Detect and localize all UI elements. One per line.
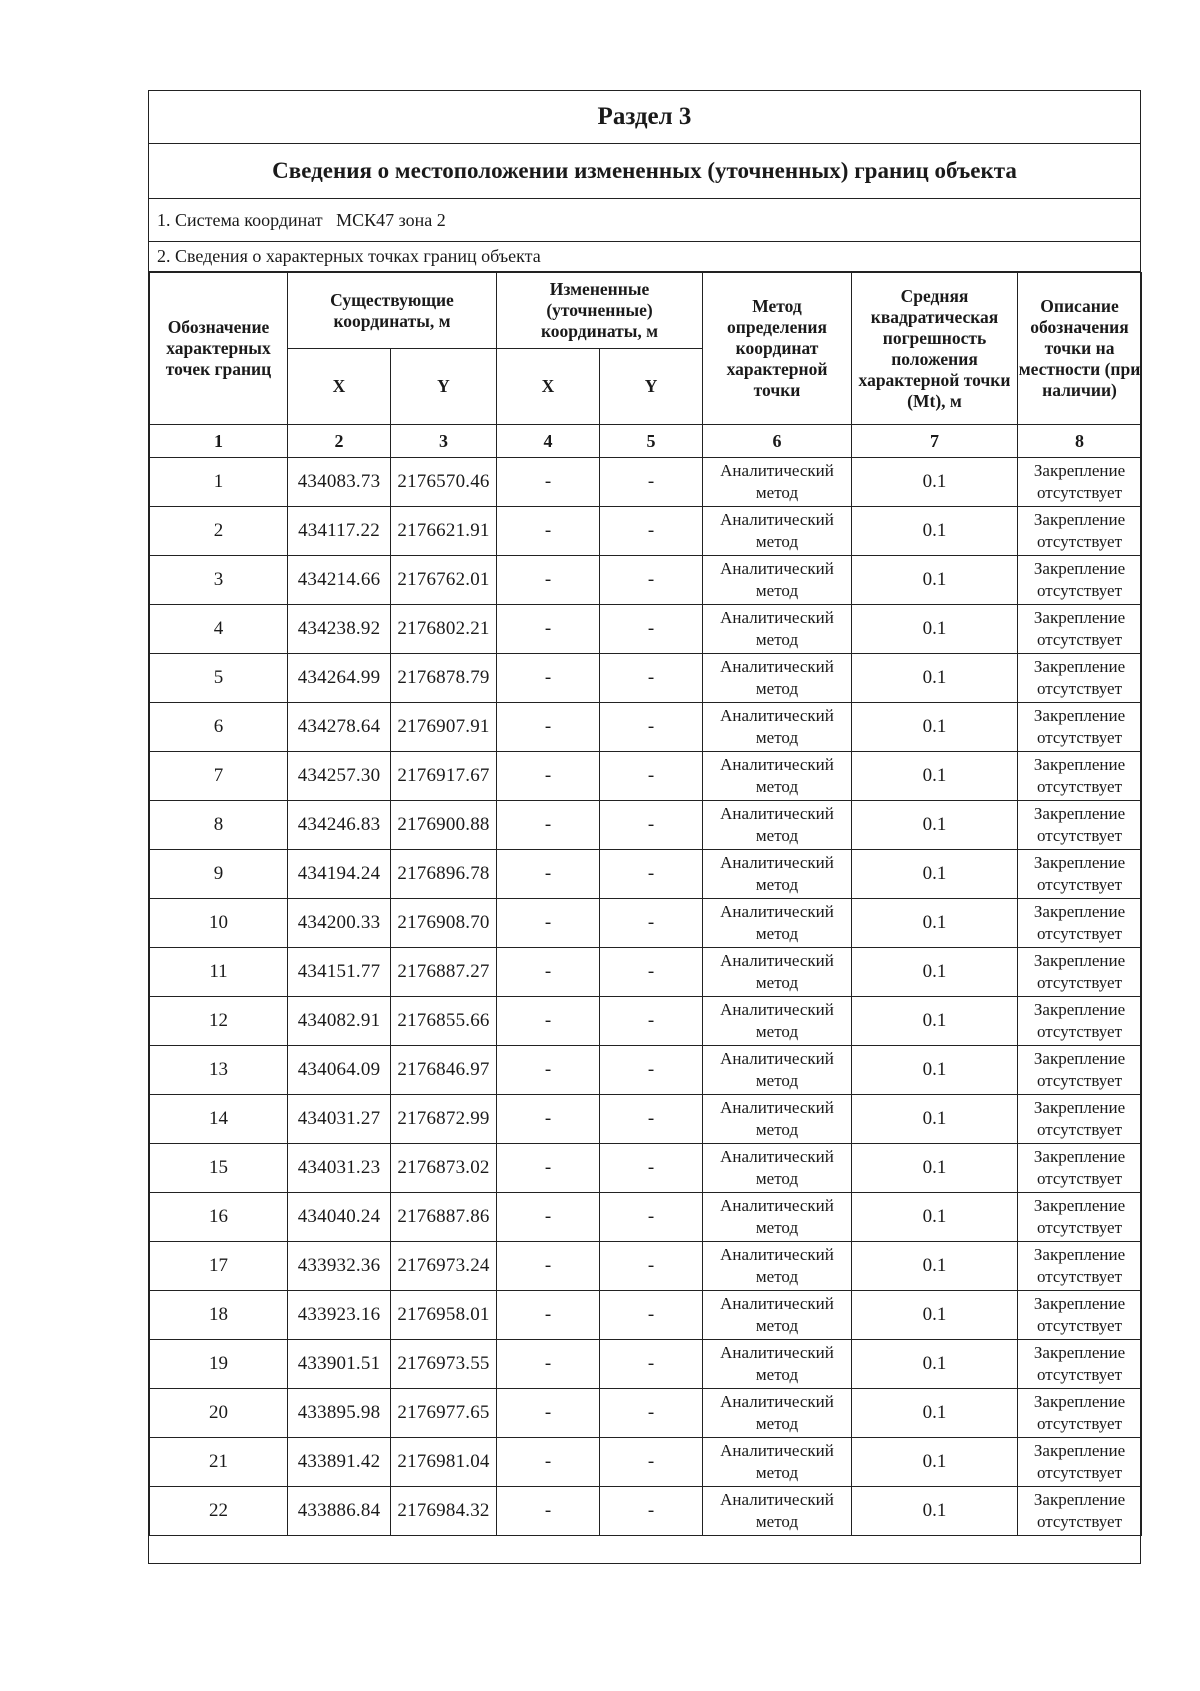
header-error: Средняя квадратическая погрешность положения характерной точки (Mt), м: [852, 273, 1018, 425]
existing-x: 433932.36: [288, 1242, 391, 1291]
method-cell: Аналитический метод: [703, 654, 852, 703]
existing-x: 434083.73: [288, 458, 391, 507]
description-cell: Закрепление отсутствует: [1018, 703, 1142, 752]
method-cell: Аналитический метод: [703, 1144, 852, 1193]
description-cell: Закрепление отсутствует: [1018, 605, 1142, 654]
column-number: 7: [852, 425, 1018, 458]
existing-y: 2176621.91: [391, 507, 497, 556]
error-cell: 0.1: [852, 899, 1018, 948]
point-number: 8: [150, 801, 288, 850]
column-number: 5: [600, 425, 703, 458]
existing-x: 434151.77: [288, 948, 391, 997]
point-number: 17: [150, 1242, 288, 1291]
header-existing-y: Y: [391, 349, 497, 425]
point-number: 9: [150, 850, 288, 899]
column-number: 2: [288, 425, 391, 458]
column-number: 3: [391, 425, 497, 458]
error-cell: 0.1: [852, 605, 1018, 654]
existing-y: 2176984.32: [391, 1487, 497, 1536]
existing-x: 434257.30: [288, 752, 391, 801]
existing-y: 2176846.97: [391, 1046, 497, 1095]
description-cell: Закрепление отсутствует: [1018, 507, 1142, 556]
changed-y: -: [600, 1340, 703, 1389]
table-row: [150, 1193, 1142, 1242]
changed-x: -: [497, 752, 600, 801]
changed-y: -: [600, 948, 703, 997]
changed-y: -: [600, 997, 703, 1046]
method-cell: Аналитический метод: [703, 850, 852, 899]
point-number: 14: [150, 1095, 288, 1144]
existing-x: 434117.22: [288, 507, 391, 556]
coordinate-system-line: [149, 199, 1140, 242]
header-designation: Обозначение характерных точек границ: [150, 273, 288, 425]
description-cell: Закрепление отсутствует: [1018, 556, 1142, 605]
changed-y: -: [600, 801, 703, 850]
changed-x: -: [497, 1438, 600, 1487]
changed-y: -: [600, 1389, 703, 1438]
error-cell: 0.1: [852, 997, 1018, 1046]
coordinate-system-label: 1. Система координат: [157, 210, 323, 230]
description-cell: Закрепление отсутствует: [1018, 1487, 1142, 1536]
method-cell: Аналитический метод: [703, 605, 852, 654]
existing-y: 2176917.67: [391, 752, 497, 801]
point-number: 15: [150, 1144, 288, 1193]
existing-x: 433891.42: [288, 1438, 391, 1487]
error-cell: 0.1: [852, 1389, 1018, 1438]
existing-y: 2176570.46: [391, 458, 497, 507]
error-cell: 0.1: [852, 1438, 1018, 1487]
point-number: 22: [150, 1487, 288, 1536]
error-cell: 0.1: [852, 1193, 1018, 1242]
existing-x: 434200.33: [288, 899, 391, 948]
coordinate-system-value: МСК47 зона 2: [336, 210, 446, 230]
description-cell: Закрепление отсутствует: [1018, 1242, 1142, 1291]
point-number: 5: [150, 654, 288, 703]
changed-x: -: [497, 654, 600, 703]
existing-x: 434031.23: [288, 1144, 391, 1193]
existing-x: 434238.92: [288, 605, 391, 654]
table-row: [150, 1487, 1142, 1536]
existing-y: 2176878.79: [391, 654, 497, 703]
changed-x: -: [497, 507, 600, 556]
changed-y: -: [600, 654, 703, 703]
existing-y: 2176872.99: [391, 1095, 497, 1144]
changed-y: -: [600, 1144, 703, 1193]
column-number: 8: [1018, 425, 1142, 458]
changed-y: -: [600, 1291, 703, 1340]
section-subtitle: Сведения о местоположении измененных (уточненных) границ объекта: [149, 144, 1140, 199]
method-cell: Аналитический метод: [703, 458, 852, 507]
point-number: 10: [150, 899, 288, 948]
description-cell: Закрепление отсутствует: [1018, 1144, 1142, 1193]
method-cell: Аналитический метод: [703, 1438, 852, 1487]
table-row: [150, 850, 1142, 899]
section-title: Раздел 3: [149, 91, 1140, 144]
method-cell: Аналитический метод: [703, 1291, 852, 1340]
existing-x: 433895.98: [288, 1389, 391, 1438]
changed-x: -: [497, 1242, 600, 1291]
table-row: [150, 1046, 1142, 1095]
header-existing-coords: Существующие координаты, м: [288, 273, 497, 349]
table-row: [150, 1095, 1142, 1144]
changed-x: -: [497, 948, 600, 997]
changed-y: -: [600, 1438, 703, 1487]
description-cell: Закрепление отсутствует: [1018, 458, 1142, 507]
error-cell: 0.1: [852, 1291, 1018, 1340]
header-changed-x: X: [497, 349, 600, 425]
method-cell: Аналитический метод: [703, 1242, 852, 1291]
existing-y: 2176887.27: [391, 948, 497, 997]
description-cell: Закрепление отсутствует: [1018, 1193, 1142, 1242]
column-numbers-row: [150, 425, 1142, 458]
changed-y: -: [600, 752, 703, 801]
changed-x: -: [497, 1340, 600, 1389]
description-cell: Закрепление отсутствует: [1018, 899, 1142, 948]
table-row: [150, 997, 1142, 1046]
existing-x: 433923.16: [288, 1291, 391, 1340]
error-cell: 0.1: [852, 458, 1018, 507]
existing-x: 434264.99: [288, 654, 391, 703]
changed-y: -: [600, 458, 703, 507]
header-description: Описание обозначения точки на местности (при наличии): [1018, 273, 1142, 425]
column-number: 4: [497, 425, 600, 458]
error-cell: 0.1: [852, 801, 1018, 850]
column-number: 1: [150, 425, 288, 458]
changed-y: -: [600, 1046, 703, 1095]
method-cell: Аналитический метод: [703, 1487, 852, 1536]
changed-x: -: [497, 850, 600, 899]
table-row: [150, 556, 1142, 605]
table-row: [150, 654, 1142, 703]
point-number: 12: [150, 997, 288, 1046]
point-number: 13: [150, 1046, 288, 1095]
error-cell: 0.1: [852, 1487, 1018, 1536]
existing-x: 433901.51: [288, 1340, 391, 1389]
method-cell: Аналитический метод: [703, 801, 852, 850]
existing-y: 2176973.24: [391, 1242, 497, 1291]
existing-y: 2176900.88: [391, 801, 497, 850]
method-cell: Аналитический метод: [703, 1389, 852, 1438]
table-row: [150, 1438, 1142, 1487]
error-cell: 0.1: [852, 948, 1018, 997]
existing-y: 2176873.02: [391, 1144, 497, 1193]
changed-y: -: [600, 507, 703, 556]
changed-y: -: [600, 1095, 703, 1144]
changed-y: -: [600, 1487, 703, 1536]
error-cell: 0.1: [852, 507, 1018, 556]
description-cell: Закрепление отсутствует: [1018, 1340, 1142, 1389]
existing-x: 434214.66: [288, 556, 391, 605]
method-cell: Аналитический метод: [703, 1095, 852, 1144]
description-cell: Закрепление отсутствует: [1018, 1389, 1142, 1438]
existing-y: 2176981.04: [391, 1438, 497, 1487]
point-number: 21: [150, 1438, 288, 1487]
method-cell: Аналитический метод: [703, 1193, 852, 1242]
changed-x: -: [497, 801, 600, 850]
header-existing-x: X: [288, 349, 391, 425]
method-cell: Аналитический метод: [703, 507, 852, 556]
table-row: [150, 1291, 1142, 1340]
error-cell: 0.1: [852, 1242, 1018, 1291]
table-footer-space: [149, 1536, 1140, 1562]
changed-y: -: [600, 1193, 703, 1242]
table-row: [150, 703, 1142, 752]
description-cell: Закрепление отсутствует: [1018, 801, 1142, 850]
method-cell: Аналитический метод: [703, 1046, 852, 1095]
existing-x: 434246.83: [288, 801, 391, 850]
point-number: 7: [150, 752, 288, 801]
changed-y: -: [600, 605, 703, 654]
method-cell: Аналитический метод: [703, 899, 852, 948]
error-cell: 0.1: [852, 654, 1018, 703]
header-method: Метод определения координат характерной точки: [703, 273, 852, 425]
point-number: 6: [150, 703, 288, 752]
existing-x: 434064.09: [288, 1046, 391, 1095]
changed-x: -: [497, 899, 600, 948]
changed-x: -: [497, 1046, 600, 1095]
existing-x: 434040.24: [288, 1193, 391, 1242]
point-number: 20: [150, 1389, 288, 1438]
changed-x: -: [497, 997, 600, 1046]
existing-y: 2176977.65: [391, 1389, 497, 1438]
column-number: 6: [703, 425, 852, 458]
existing-x: 434194.24: [288, 850, 391, 899]
changed-y: -: [600, 850, 703, 899]
table-row: [150, 1340, 1142, 1389]
table-row: [150, 1389, 1142, 1438]
description-cell: Закрепление отсутствует: [1018, 948, 1142, 997]
existing-x: 434082.91: [288, 997, 391, 1046]
existing-y: 2176887.86: [391, 1193, 497, 1242]
changed-x: -: [497, 1144, 600, 1193]
existing-x: 434278.64: [288, 703, 391, 752]
existing-y: 2176958.01: [391, 1291, 497, 1340]
table-row: [150, 752, 1142, 801]
method-cell: Аналитический метод: [703, 1340, 852, 1389]
header-changed-y: Y: [600, 349, 703, 425]
error-cell: 0.1: [852, 703, 1018, 752]
existing-x: 434031.27: [288, 1095, 391, 1144]
error-cell: 0.1: [852, 1046, 1018, 1095]
document-frame: [148, 90, 1141, 1564]
point-number: 3: [150, 556, 288, 605]
point-number: 2: [150, 507, 288, 556]
changed-x: -: [497, 1487, 600, 1536]
changed-x: -: [497, 1193, 600, 1242]
existing-y: 2176907.91: [391, 703, 497, 752]
existing-y: 2176896.78: [391, 850, 497, 899]
changed-x: -: [497, 1389, 600, 1438]
description-cell: Закрепление отсутствует: [1018, 997, 1142, 1046]
point-number: 16: [150, 1193, 288, 1242]
points-section-label: 2. Сведения о характерных точках границ объекта: [149, 242, 1140, 272]
table-row: [150, 899, 1142, 948]
existing-y: 2176802.21: [391, 605, 497, 654]
table-row: [150, 1242, 1142, 1291]
changed-x: -: [497, 605, 600, 654]
method-cell: Аналитический метод: [703, 703, 852, 752]
existing-y: 2176973.55: [391, 1340, 497, 1389]
description-cell: Закрепление отсутствует: [1018, 654, 1142, 703]
point-number: 11: [150, 948, 288, 997]
changed-y: -: [600, 899, 703, 948]
table-row: [150, 948, 1142, 997]
description-cell: Закрепление отсутствует: [1018, 1438, 1142, 1487]
method-cell: Аналитический метод: [703, 997, 852, 1046]
description-cell: Закрепление отсутствует: [1018, 1095, 1142, 1144]
existing-x: 433886.84: [288, 1487, 391, 1536]
table-row: [150, 605, 1142, 654]
point-number: 1: [150, 458, 288, 507]
changed-x: -: [497, 1291, 600, 1340]
changed-x: -: [497, 703, 600, 752]
point-number: 4: [150, 605, 288, 654]
existing-y: 2176908.70: [391, 899, 497, 948]
changed-x: -: [497, 458, 600, 507]
points-table: [149, 272, 1142, 1536]
method-cell: Аналитический метод: [703, 556, 852, 605]
point-number: 19: [150, 1340, 288, 1389]
table-row: [150, 507, 1142, 556]
error-cell: 0.1: [852, 1340, 1018, 1389]
point-number: 18: [150, 1291, 288, 1340]
table-row: [150, 1144, 1142, 1193]
existing-y: 2176855.66: [391, 997, 497, 1046]
changed-y: -: [600, 556, 703, 605]
changed-x: -: [497, 1095, 600, 1144]
error-cell: 0.1: [852, 1095, 1018, 1144]
description-cell: Закрепление отсутствует: [1018, 1046, 1142, 1095]
table-row: [150, 801, 1142, 850]
description-cell: Закрепление отсутствует: [1018, 752, 1142, 801]
description-cell: Закрепление отсутствует: [1018, 1291, 1142, 1340]
error-cell: 0.1: [852, 556, 1018, 605]
header-changed-coords: Измененные (уточненные) координаты, м: [497, 273, 703, 349]
error-cell: 0.1: [852, 1144, 1018, 1193]
changed-x: -: [497, 556, 600, 605]
method-cell: Аналитический метод: [703, 752, 852, 801]
error-cell: 0.1: [852, 752, 1018, 801]
changed-y: -: [600, 1242, 703, 1291]
changed-y: -: [600, 703, 703, 752]
error-cell: 0.1: [852, 850, 1018, 899]
existing-y: 2176762.01: [391, 556, 497, 605]
description-cell: Закрепление отсутствует: [1018, 850, 1142, 899]
method-cell: Аналитический метод: [703, 948, 852, 997]
table-row: [150, 458, 1142, 507]
